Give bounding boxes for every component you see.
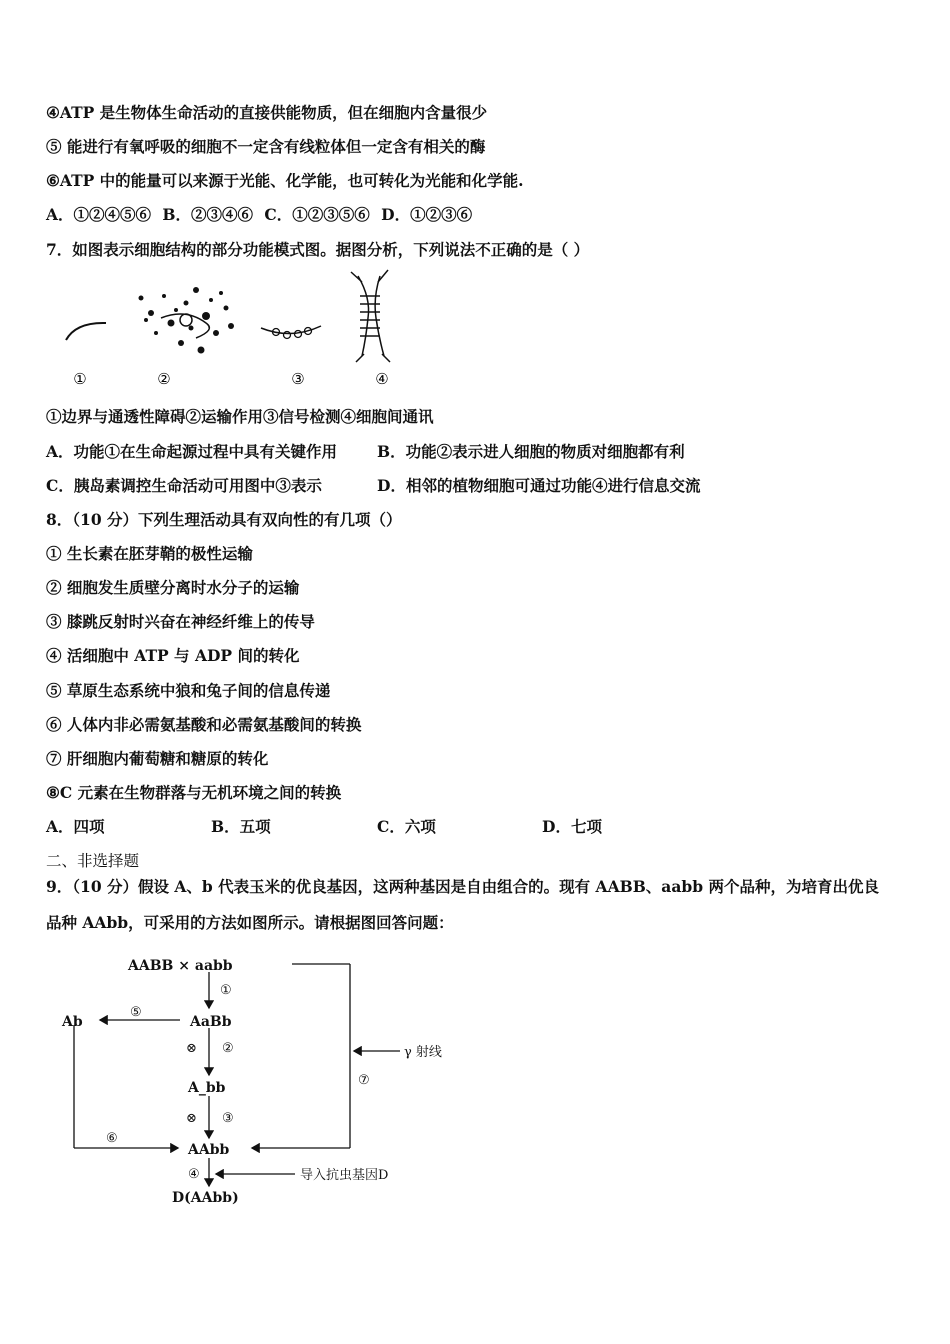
q8-option-d: D．七项 bbox=[542, 817, 602, 836]
q8-item: ② 细胞发生质壁分离时水分子的运输 bbox=[46, 578, 300, 597]
cell-function-figure bbox=[46, 268, 426, 393]
gene-import-label: 导入抗虫基因D bbox=[300, 1168, 389, 1183]
step-label: ⑦ bbox=[358, 1073, 370, 1088]
aabb-target: AAbb bbox=[188, 1142, 230, 1158]
figure-label-1: ① bbox=[73, 370, 87, 388]
transport-particles-drawing bbox=[139, 287, 235, 354]
f1-genotype: AaBb bbox=[190, 1014, 232, 1030]
q7-legend: ①边界与通透性障碍②运输作用③信号检测④细胞间通讯 bbox=[46, 407, 434, 426]
q8-item: ③ 膝跳反射时兴奋在神经纤维上的传导 bbox=[46, 612, 315, 631]
q8-option-a: A．四项 bbox=[46, 817, 105, 836]
q9-stem-line-2: 品种 AAbb，可采用的方法如图所示。请根据图回答问题： bbox=[46, 913, 454, 932]
q8-item: ⑥ 人体内非必需氨基酸和必需氨基酸间的转换 bbox=[46, 715, 362, 734]
membrane-boundary-drawing bbox=[66, 323, 106, 340]
parent-cross: AABB × aabb bbox=[128, 958, 233, 974]
q8-item: ⑧C 元素在生物群落与无机环境之间的转换 bbox=[46, 783, 342, 802]
q8-stem: 8．（10 分）下列生理活动具有双向性的有几项（） bbox=[46, 510, 402, 529]
selfing-symbol: ⊗ bbox=[186, 1111, 197, 1126]
step-label: ③ bbox=[222, 1111, 234, 1126]
step-label: ⑥ bbox=[106, 1131, 118, 1146]
q7-option-a: A．功能①在生命起源过程中具有关键作用 bbox=[46, 442, 338, 461]
a-bb-genotype: A_bb bbox=[188, 1080, 226, 1096]
q6-item-5: ⑤ 能进行有氧呼吸的细胞不一定含有线粒体但一定含有相关的酶 bbox=[46, 137, 486, 156]
d-result: D(AAbb) bbox=[172, 1190, 239, 1206]
q7-option-d: D．相邻的植物细胞可通过功能④进行信息交流 bbox=[377, 476, 701, 495]
signal-detection-drawing bbox=[261, 326, 321, 339]
q6-item-4: ④ATP 是生物体生命活动的直接供能物质，但在细胞内含量很少 bbox=[46, 103, 488, 122]
q9-stem-line-1: 9．（10 分）假设 A、b 代表玉米的优良基因，这两种基因是自由组合的。现有 AABB、aabb 两个品种，为培育出优良 bbox=[46, 877, 879, 896]
breeding-flow-diagram bbox=[60, 950, 480, 1210]
step-label: ② bbox=[222, 1041, 234, 1056]
gamma-ray-label: γ 射线 bbox=[404, 1045, 442, 1060]
figure-label-3: ③ bbox=[291, 370, 305, 388]
q8-item: ④ 活细胞中 ATP 与 ADP 间的转化 bbox=[46, 646, 300, 665]
figure-label-4: ④ bbox=[375, 370, 389, 388]
step-label: ④ bbox=[188, 1167, 200, 1182]
figure-label-2: ② bbox=[157, 370, 171, 388]
q6-options: A．①②④⑤⑥ B．②③④⑥ C．①②③⑤⑥ D．①②③⑥ bbox=[46, 205, 473, 224]
q6-item-6: ⑥ATP 中的能量可以来源于光能、化学能，也可转化为光能和化学能. bbox=[46, 171, 524, 190]
q7-option-c: C．胰岛素调控生命活动可用图中③表示 bbox=[46, 476, 322, 495]
q8-item: ① 生长素在胚芽鞘的极性运输 bbox=[46, 544, 253, 563]
q8-option-b: B．五项 bbox=[211, 817, 271, 836]
haploid-ab: Ab bbox=[62, 1014, 83, 1030]
selfing-symbol: ⊗ bbox=[186, 1041, 197, 1056]
step-label: ⑤ bbox=[130, 1005, 142, 1020]
cell-communication-drawing bbox=[351, 270, 390, 362]
q7-option-b: B．功能②表示进人细胞的物质对细胞都有利 bbox=[377, 442, 685, 461]
q8-item: ⑦ 肝细胞内葡萄糖和糖原的转化 bbox=[46, 749, 269, 768]
step-label: ① bbox=[220, 983, 232, 998]
section-heading: 二、非选择题 bbox=[46, 852, 140, 870]
q7-stem: 7．如图表示细胞结构的部分功能模式图。据图分析，下列说法不正确的是（ ） bbox=[46, 240, 590, 259]
q8-item: ⑤ 草原生态系统中狼和兔子间的信息传递 bbox=[46, 681, 331, 700]
q8-option-c: C．六项 bbox=[377, 817, 436, 836]
